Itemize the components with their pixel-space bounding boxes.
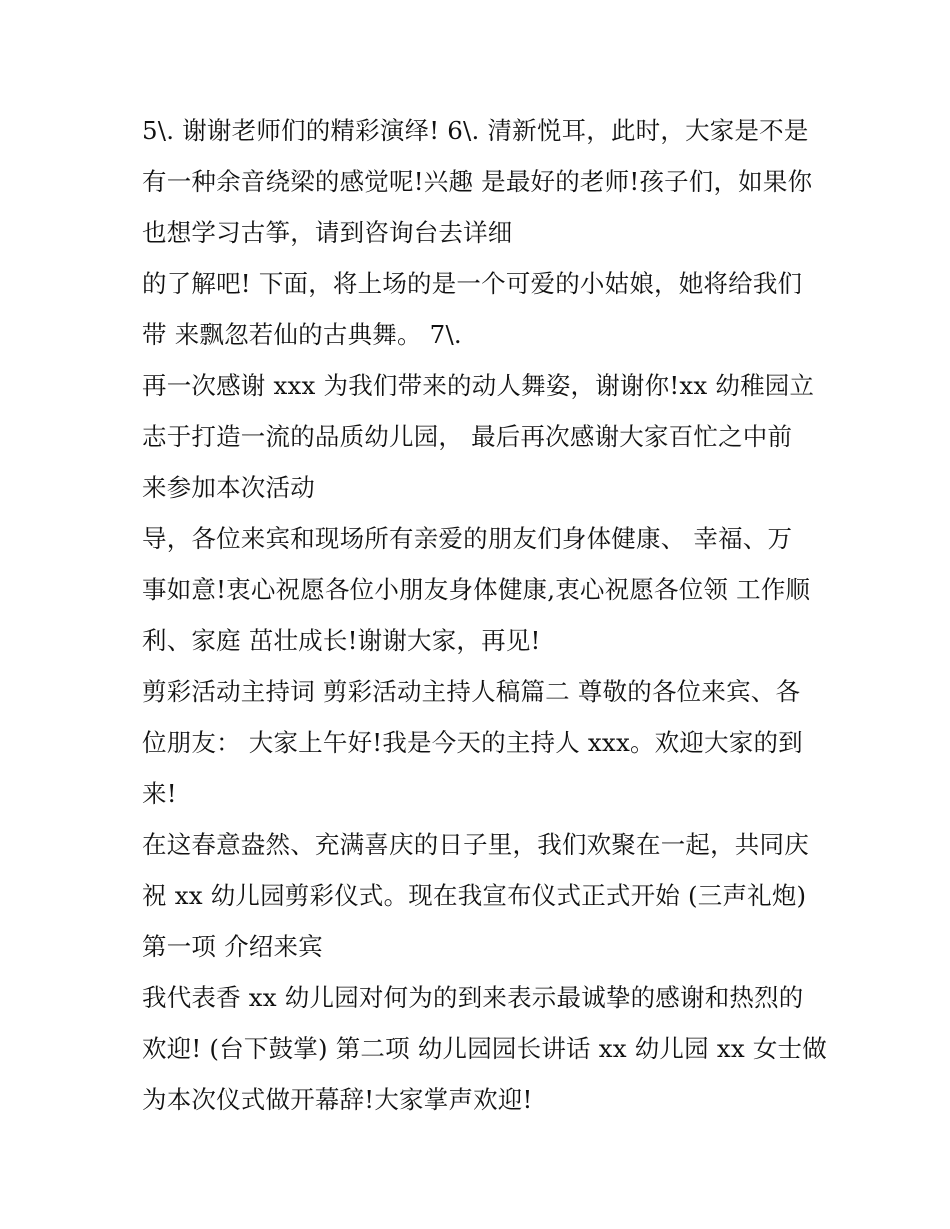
document-body	[142, 105, 842, 1125]
text-line: 利、家庭 茁壮成长!谢谢大家，再见!	[142, 626, 541, 655]
text-line: 再一次感谢 xxx 为我们带来的动人舞姿，谢谢你!xx 幼稚园立	[142, 371, 815, 400]
text-line: 欢迎! (台下鼓掌) 第二项 幼儿园园长讲话 xx 幼儿园 xx 女士做	[142, 1034, 827, 1063]
text-line: 来!	[142, 779, 177, 808]
text-line: 的了解吧! 下面，将上场的是一个可爱的小姑娘，她将给我们	[142, 269, 803, 298]
text-line: 位朋友： 大家上午好!我是今天的主持人 xxx。欢迎大家的到	[142, 728, 803, 757]
text-line: 有一种余音绕梁的感觉呢!兴趣 是最好的老师!孩子们，如果你	[142, 167, 813, 196]
text-line: 志于打造一流的品质幼儿园， 最后再次感谢大家百忙之中前	[142, 422, 793, 451]
text-line: 5\. 谢谢老师们的精彩演绎! 6\. 清新悦耳，此时，大家是不是	[142, 116, 809, 145]
text-line: 我代表香 xx 幼儿园对何为的到来表示最诚挚的感谢和热烈的	[142, 983, 804, 1012]
text-line: 事如意!衷心祝愿各位小朋友身体健康,衷心祝愿各位领 工作顺	[142, 575, 811, 604]
text-line: 来参加本次活动	[142, 473, 315, 502]
text-line: 在这春意盎然、充满喜庆的日子里，我们欢聚在一起，共同庆	[142, 830, 809, 859]
text-line: 为本次仪式做开幕辞!大家掌声欢迎!	[142, 1085, 533, 1114]
text-line: 也想学习古筝，请到咨询台去详细	[142, 218, 513, 247]
text-line: 祝 xx 幼儿园剪彩仪式。现在我宣布仪式正式开始 (三声礼炮)	[142, 881, 807, 910]
text-line: 导，各位来宾和现场所有亲爱的朋友们身体健康、 幸福、万	[142, 524, 793, 553]
text-line: 带 来飘忽若仙的古典舞。 7\.	[142, 320, 462, 349]
text-line: 第一项 介绍来宾	[142, 932, 323, 961]
text-line: 剪彩活动主持词 剪彩活动主持人稿篇二 尊敬的各位来宾、各	[142, 677, 801, 706]
